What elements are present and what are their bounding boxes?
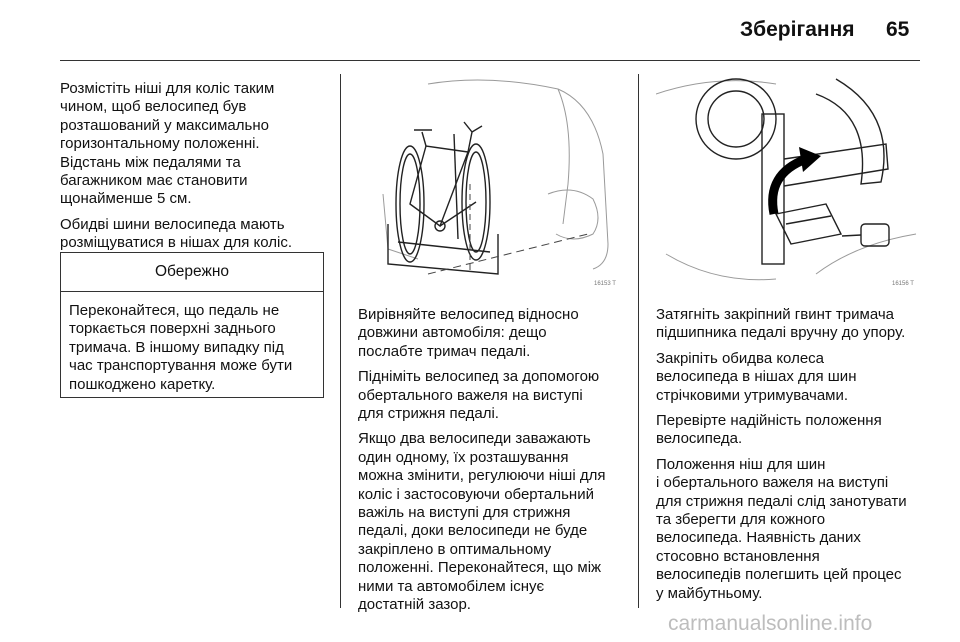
bike-carrier-illustration [358,74,622,290]
paragraph: Вирівняйте велосипед відносно довжини автомобіля: дещо послабте тримач педалі. [358,306,579,360]
left-column [60,80,330,260]
paragraph: Підніміть велосипед за допомогою обертального важеля на виступі для стрижня педалі. [358,368,600,423]
figure-code: 16153 T [594,281,616,287]
header-divider [60,60,920,61]
caution-text: Переконайтеся, що педаль не торкається поверхні заднього тримача. В іншому випадку під час транспортування може бути пошкоджено каретку. [69,302,293,393]
pedal-clamp-drawing [656,74,920,290]
paragraph: Положення ніш для шин і обертального важеля на виступі для стрижня педалі слід занотувати та зберегти для кожного велосипеда. Наявність даних стосовно встановлення велосипедів полегшить цей процес у майбутньому. [656,455,907,602]
paragraph: Розмістіть ніші для коліс таким чином, щоб велосипед був розташований у максимально горизонтальному положенні. Відстань між педалями та багажником має становити щонайменше 5 см. [60,80,275,208]
middle-column [358,306,628,622]
page-number: 65 [886,18,910,41]
caution-title: Обережно [61,253,323,292]
watermark: carmanualsonline.info [668,612,873,635]
pedal-clamp-illustration [656,74,920,290]
paragraph: Перевірте надійність положення велосипеда. [656,412,882,448]
right-column [656,306,926,610]
paragraph: Затягніть закріпний гвинт тримача підшипника педалі вручну до упору. [656,306,906,342]
section-title: Зберігання [740,18,855,41]
bike-carrier-drawing [358,74,622,290]
paragraph: Якщо два велосипеди заважають один одному, їх розташування можна змінити, регулюючи ніші для коліс і застосовуючи обертальний важіль на виступі для стрижня педалі, доки велосипеди не буде закріплено в оптимальному положенні. Переконайтеся, що між ними та автомобілем існує достатній зазор. [358,430,606,614]
caution-box [60,252,324,398]
column-divider-left [340,74,341,608]
paragraph: Обидві шини велосипеда мають розміщуватися в нішах для коліс. [60,215,292,252]
figure-code: 16156 T [892,281,914,287]
column-divider-right [638,74,639,608]
paragraph: Закріпіть обидва колеса велосипеда в нішах для шин стрічковими утримувачами. [656,349,857,404]
